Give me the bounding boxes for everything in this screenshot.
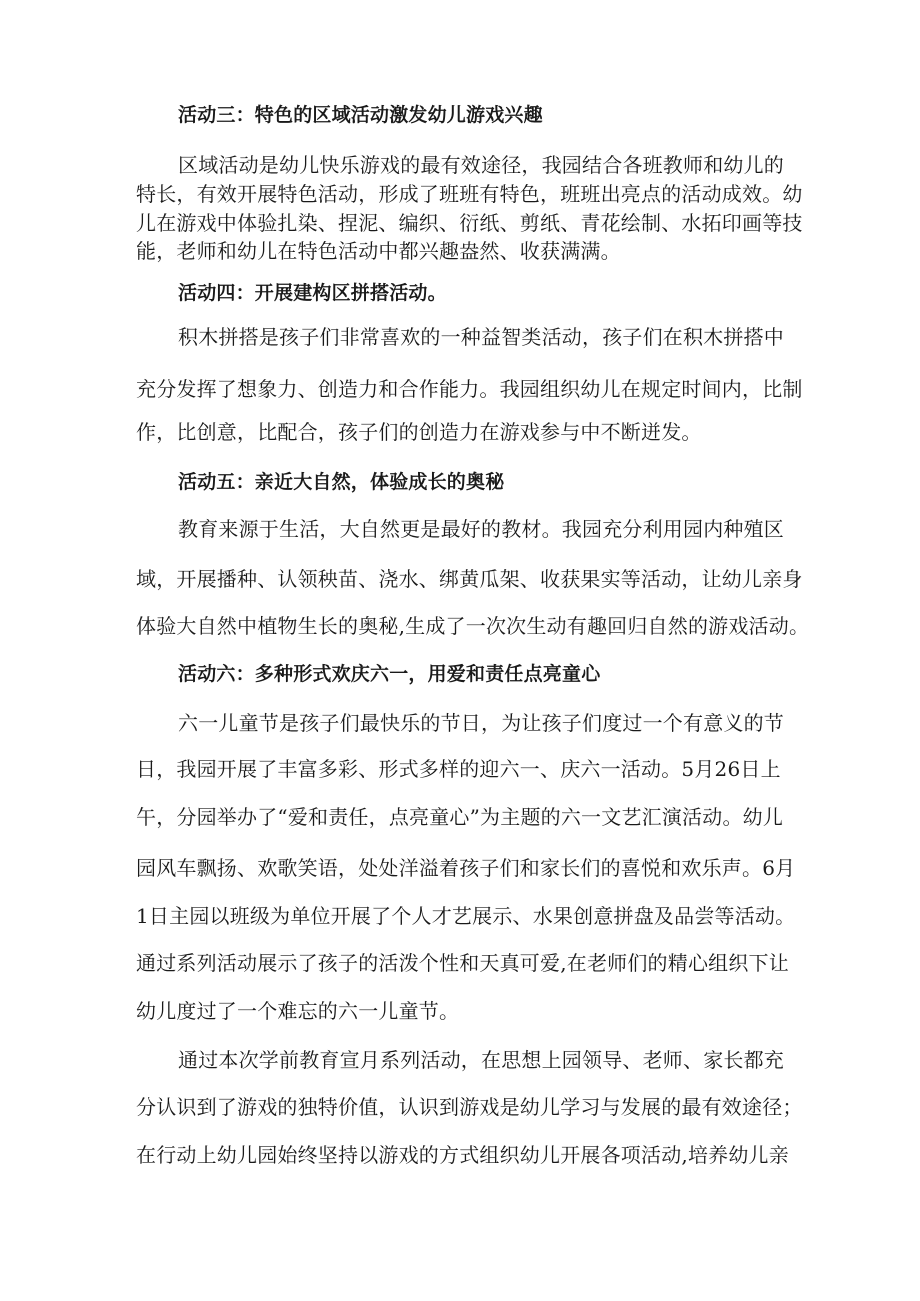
paragraph-line: 域，开展播种、认领秧苗、浇水、绑黄瓜架、收获果实等活动，让幼儿亲身 bbox=[136, 567, 803, 591]
section-heading-activity-4: 活动四：开展建构区拼搭活动。 bbox=[178, 282, 447, 304]
paragraph-line: 分认识到了游戏的独特价值，认识到游戏是幼儿学习与发展的最有效途径； bbox=[136, 1095, 803, 1119]
paragraph-line: 特长，有效开展特色活动，形成了班班有特色，班班出亮点的活动成效。幼 bbox=[136, 182, 803, 206]
paragraph-line: 充分发挥了想象力、创造力和合作能力。我园组织幼儿在规定时间内，比制 bbox=[136, 377, 803, 401]
paragraph-line: 儿在游戏中体验扎染、捏泥、编织、衍纸、剪纸、青花绘制、水拓印画等技 bbox=[136, 211, 803, 235]
section-heading-activity-6: 活动六：多种形式欢庆六一，用爱和责任点亮童心 bbox=[178, 663, 601, 685]
paragraph-line: 日，我园开展了丰富多彩、形式多样的迎六一、庆六一活动。5月26日上 bbox=[136, 757, 781, 781]
paragraph-line: 幼儿度过了一个难忘的六一儿童节。 bbox=[136, 999, 460, 1023]
paragraph-line: 六一儿童节是孩子们最快乐的节日，为让孩子们度过一个有意义的节 bbox=[178, 711, 784, 735]
section-heading-activity-5: 活动五：亲近大自然，体验成长的奥秘 bbox=[178, 471, 505, 493]
paragraph-line: 通过本次学前教育宣月系列活动，在思想上园领导、老师、家长都充 bbox=[178, 1048, 784, 1072]
paragraph-line: 在行动上幼儿园始终坚持以游戏的方式组织幼儿开展各项活动,培养幼儿亲 bbox=[136, 1143, 789, 1167]
paragraph-line: 能，老师和幼儿在特色活动中都兴趣盎然、收获满满。 bbox=[136, 239, 621, 263]
section-heading-activity-3: 活动三：特色的区域活动激发幼儿游戏兴趣 bbox=[178, 104, 543, 126]
paragraph-line: 积木拼搭是孩子们非常喜欢的一种益智类活动，孩子们在积木拼搭中 bbox=[178, 325, 784, 349]
paragraph-line: 通过系列活动展示了孩子的活泼个性和天真可爱,在老师们的精心组织下让 bbox=[136, 951, 789, 975]
paragraph-line: 作，比创意，比配合，孩子们的创造力在游戏参与中不断迸发。 bbox=[136, 420, 702, 444]
paragraph-line: 午，分园举办了“爱和责任，点亮童心”为主题的六一文艺汇演活动。幼儿 bbox=[136, 805, 784, 829]
paragraph-line: 体验大自然中植物生长的奥秘,生成了一次次生动有趣回归自然的游戏活动。 bbox=[136, 614, 810, 638]
paragraph-line: 教育来源于生活，大自然更是最好的教材。我园充分利用园内种殖区 bbox=[178, 517, 784, 541]
paragraph-line: 区域活动是幼儿快乐游戏的最有效途径，我园结合各班教师和幼儿的 bbox=[178, 153, 784, 177]
paragraph-line: 园风车飘扬、欢歌笑语，处处洋溢着孩子们和家长们的喜悦和欢乐声。6月 bbox=[136, 856, 796, 880]
paragraph-line: 1日主园以班级为单位开展了个人才艺展示、水果创意拼盘及品尝等活动。 bbox=[136, 904, 796, 928]
